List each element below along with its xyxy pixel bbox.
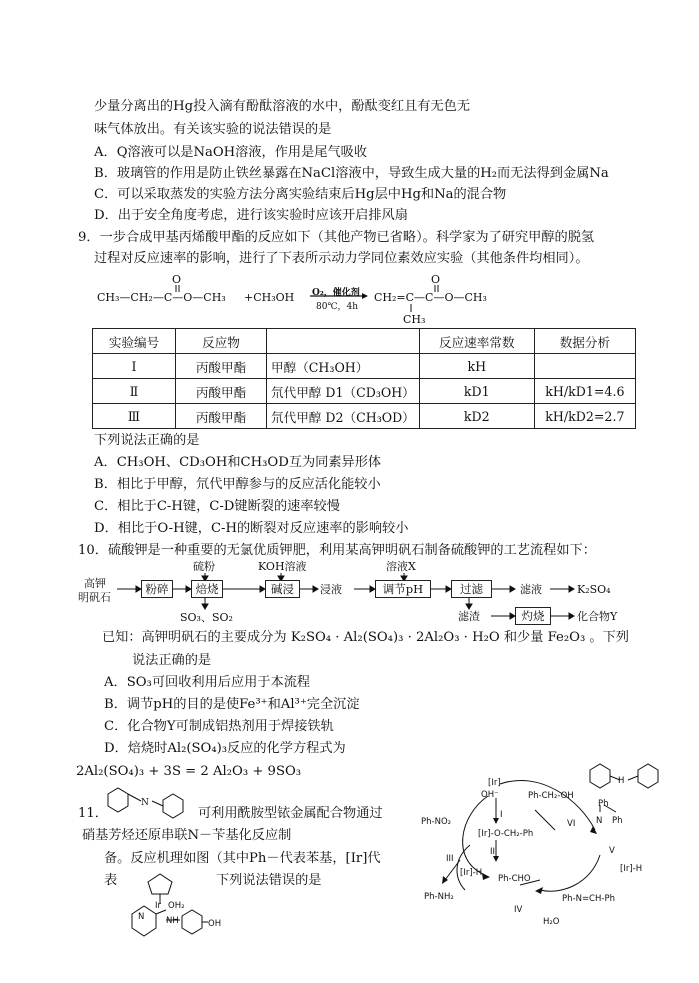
cycle-ph-label-2: Ph — [612, 816, 623, 826]
reactant-methanol: +CH₃OH — [244, 291, 295, 304]
cycle-step-iv: IV — [514, 905, 523, 915]
q9-stem-line1: 9．一步合成甲基丙烯酸甲酯的反应如下（其他产物已省略）。科学家为了研究甲醇的脱氢 — [78, 230, 595, 245]
flow-input-solution-x: 溶液X — [386, 560, 416, 573]
q10-stem: 10．硫酸钾是一种重要的无氯优质钾肥，利用某高钾明矾石制备硫酸钾的工艺流程如下： — [78, 543, 596, 558]
q10-option-b: B．调节pH的目的是使Fe³⁺和Al³⁺完全沉淀 — [104, 697, 360, 712]
cycle-aniline: Ph-NH₂ — [424, 892, 454, 902]
q8-stem-line2: 味气体放出。有关该实验的说法错误的是 — [94, 122, 332, 137]
cycle-step-i: I — [500, 810, 503, 820]
flow-residue: 滤渣 — [458, 610, 480, 623]
ir-complex-ir: Ir — [155, 901, 162, 911]
reaction-condition-bottom: 80℃，4h — [316, 302, 359, 312]
table-cell: 丙酸甲酯 — [176, 404, 267, 429]
flow-step-roast: 焙烧 — [191, 580, 223, 598]
reaction-condition-top: O₂，催化剂 — [312, 288, 360, 298]
flow-input-koh: KOH溶液 — [258, 560, 307, 573]
q11-number: 11． — [78, 806, 108, 821]
cycle-hydroxide: OH⁻ — [481, 790, 499, 800]
flow-step-calcine: 灼烧 — [515, 607, 551, 625]
q11-text-line4b: 下列说法错误的是 — [216, 873, 322, 888]
cycle-imine: Ph-N=CH-Ph — [562, 894, 615, 904]
flow-start-line2: 明矾石 — [78, 591, 111, 604]
q8-stem-line1: 少量分离出的Hg投入滴有酚酞溶液的水中，酚酞变红且有无色无 — [94, 99, 471, 114]
table-cell: Ⅲ — [93, 404, 176, 429]
table-header: 反应速率常数 — [419, 329, 534, 354]
q11-text-line2: 硝基芳烃还原串联N－苄基化反应制 — [82, 828, 292, 843]
table-header: 反应物 — [176, 329, 267, 354]
q10-known-line1: 已知：高钾明矾石的主要成分为 K₂SO₄ · Al₂(SO₄)₃ · 2Al₂O₃ · H₂O 和少量 Fe₂O₃ 。下列 — [102, 630, 629, 645]
table-cell: kD2 — [419, 404, 534, 429]
reactant-propanoate: CH₃—CH₂—C—O—CH₃ — [97, 291, 226, 304]
reactant-carbonyl-o: O — [172, 273, 182, 286]
product-mma: CH₂=C—C—O—CH₃ — [374, 291, 487, 304]
flow-step-filter: 过滤 — [451, 580, 492, 598]
cycle-water: H₂O — [543, 917, 560, 927]
cycle-ph-label: Ph — [598, 799, 609, 809]
flow-compound-y: 化合物Y — [577, 610, 618, 623]
q9-option-c: C．相比于C-H键，C-D键断裂的速率较慢 — [94, 499, 340, 514]
flow-leachate: 浸液 — [320, 583, 342, 596]
q11-text-line3: 备。反应机理如图（其中Ph－代表苯基，[Ir]代 — [104, 851, 381, 866]
cycle-step-iii: III — [446, 854, 454, 864]
q8-option-d: D．出于安全角度考虑，进行该实验时应该开启排风扇 — [94, 208, 408, 223]
q10-known-line2: 说法正确的是 — [132, 653, 212, 668]
product-carbonyl-o: O — [431, 273, 441, 286]
q8-option-a: A．Q溶液可以是NaOH溶液，作用是尾气吸收 — [94, 145, 368, 160]
ir-complex-oh2: OH₂ — [168, 901, 185, 911]
cycle-benzaldehyde: Ph-CHO — [498, 874, 531, 884]
flow-output-gases: SO₃、SO₂ — [180, 611, 233, 624]
table-cell: kD1 — [419, 379, 534, 404]
q9-stem-line2: 过程对反应速率的影响，进行了下表所示动力学同位素效应实验（其他条件均相同）。 — [94, 251, 589, 266]
cycle-amine-n: N — [596, 816, 603, 826]
product-methyl: CH₃ — [403, 313, 426, 326]
table-cell: kH/kD2=2.7 — [534, 404, 635, 429]
flow-filtrate: 滤液 — [520, 583, 542, 596]
cycle-step-ii: II — [490, 847, 496, 857]
ir-complex-n: N — [138, 912, 145, 922]
table-cell: 甲醇（CH₃OH） — [267, 354, 420, 379]
q9-option-b: B．相比于甲醇，氘代甲醇参与的反应活化能较小 — [94, 477, 381, 492]
q10-option-a: A．SO₃可回收利用后应用于本流程 — [104, 675, 311, 690]
table-cell: 丙酸甲酯 — [176, 354, 267, 379]
q10-option-d: D．焙烧时Al₂(SO₄)₃反应的化学方程式为 — [104, 741, 346, 756]
q9-option-d: D．相比于O-H键，C-H的断裂对反应速率的影响较小 — [94, 521, 409, 536]
flow-product-k2so4: K₂SO₄ — [577, 583, 611, 596]
q10-equation: 2Al₂(SO₄)₃ + 3S = 2 Al₂O₃ + 9SO₃ — [76, 764, 302, 779]
amine-n-label: N — [141, 798, 149, 808]
flow-step-alkali-leach: 碱浸 — [265, 580, 300, 598]
q10-option-c: C．化合物Y可制成铝热剂用于焊接铁轨 — [104, 719, 334, 734]
table-cell: Ⅱ — [93, 379, 176, 404]
table-cell: kH — [419, 354, 534, 379]
flow-start-line1: 高钾 — [84, 577, 106, 590]
flow-input-sulfur: 硫粉 — [193, 560, 215, 573]
q11-text-line4a: 表 — [104, 873, 118, 888]
ir-complex-oh: OH — [208, 919, 222, 929]
table-cell: kH/kD1=4.6 — [534, 379, 635, 404]
cycle-ir-hydride-right: [Ir]-H — [620, 864, 643, 874]
cycle-benzyl-alcohol: Ph-CH₂-OH — [528, 791, 574, 801]
flow-step-adjust-ph: 调节pH — [375, 580, 431, 598]
cycle-ir-top: [Ir] — [488, 778, 501, 788]
ir-complex-nh: NH — [166, 916, 179, 926]
table-cell: 氘代甲醇 D1（CD₃OH） — [267, 379, 420, 404]
table-cell: 丙酸甲酯 — [176, 379, 267, 404]
q8-option-b: B．玻璃管的作用是防止铁丝暴露在NaCl溶液中，导致生成大量的H₂而无法得到金属Na — [94, 166, 609, 181]
q8-option-c: C．可以采取蒸发的实验方法分离实验结束后Hg层中Hg和Na的混合物 — [94, 187, 507, 202]
flow-step-crush: 粉碎 — [141, 580, 173, 598]
cycle-amine-nh: H — [618, 776, 625, 786]
table-header: 实验编号 — [93, 329, 176, 354]
cycle-ir-alkoxide: [Ir]-O-CH₂-Ph — [478, 829, 534, 839]
q11-text-line1: 可利用酰胺型铱金属配合物通过 — [198, 806, 383, 821]
table-cell: 氘代甲醇 D2（CH₃OD） — [267, 404, 420, 429]
cycle-nitrobenzene: Ph-NO₂ — [421, 817, 452, 827]
cycle-step-vi: VI — [567, 819, 576, 829]
cycle-ir-hydride-left: [Ir]-H — [460, 868, 483, 878]
q9-option-a: A．CH₃OH、CD₃OH和CH₃OD互为同素异形体 — [94, 455, 382, 470]
cycle-step-v: V — [609, 846, 615, 856]
table-header: 数据分析 — [534, 329, 635, 354]
table-cell: Ⅰ — [93, 354, 176, 379]
q9-ask: 下列说法正确的是 — [94, 433, 200, 448]
